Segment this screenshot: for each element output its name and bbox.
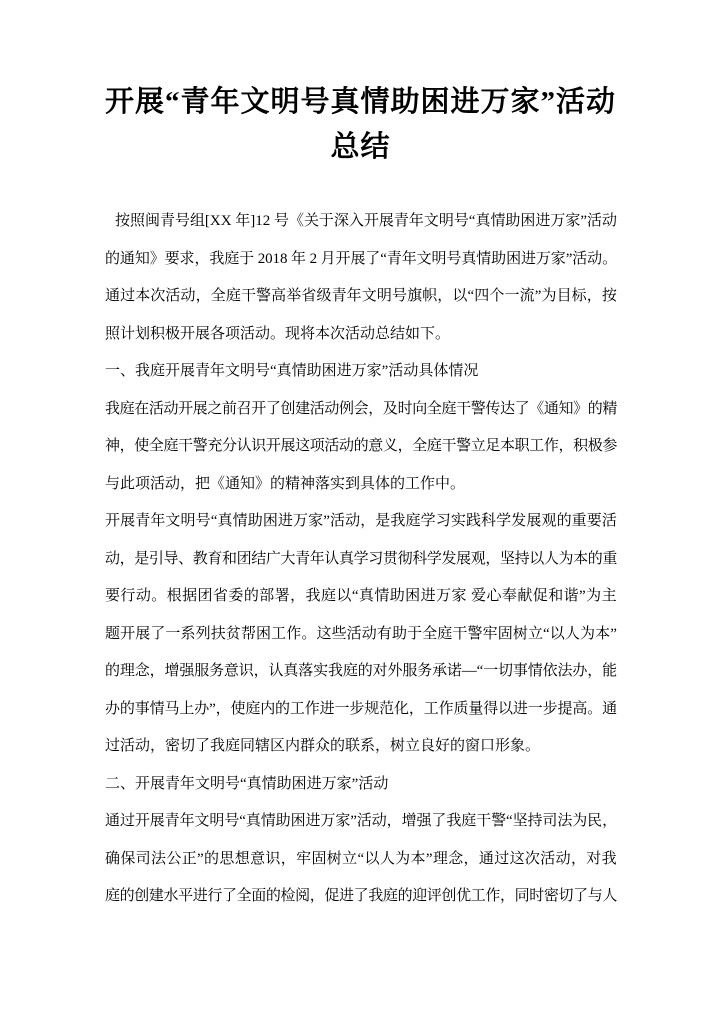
body-text-line: 动，是引导、教育和团结广大青年认真学习贯彻科学发展观，坚持以人为本的重 [105,550,617,567]
body-text-line: 的通知》要求，我庭于 2018 年 2 月开展了“青年文明号真情助困进万家”活动。 [105,250,617,267]
body-text-line: 庭的创建水平进行了全面的检阅，促进了我庭的迎评创优工作，同时密切了与人 [105,888,617,904]
body-text-line: 通过本次活动，全庭干警高举省级青年文明号旗帜，以“四个一流”为目标，按 [105,288,617,304]
document-title-line-1: 开展“青年文明号真情助困进万家”活动 [104,86,616,118]
body-text-line: 我庭在活动开展之前召开了创建活动例会，及时向全庭干警传达了《通知》的精 [105,400,617,417]
document-title [0,80,721,170]
body-text-line: 神，使全庭干警充分认识开展这项活动的意义，全庭干警立足本职工作，积极参 [105,438,617,454]
body-text-line: 按照闽青号组[XX 年]12 号《关于深入开展青年文明号“真情助困进万家”活动 [115,213,617,229]
document-body [105,203,617,916]
body-text-line: 照计划积极开展各项活动。现将本次活动总结如下。 [105,325,451,342]
body-text-line: 开展青年文明号“真情助困进万家”活动，是我庭学习实践科学发展观的重要活 [105,513,617,529]
body-text-line: 确保司法公正”的思想意识，牢固树立“以人为本”理念，通过这次活动，对我 [105,850,617,867]
body-text-line: 通过开展青年文明号“真情助困进万家”活动，增强了我庭干警“坚持司法为民， [105,813,617,829]
section-heading: 一、我庭开展青年文明号“真情助困进万家”活动具体情况 [105,363,479,379]
body-text-line: 的理念，增强服务意识，认真落实我庭的对外服务承诺—“一切事情依法办，能 [105,663,617,679]
document-title-line-2: 总结 [330,131,391,163]
body-text-line: 题开展了一系列扶贫帮困工作。这些活动有助于全庭干警牢固树立“以人为本” [105,625,617,642]
body-text-line: 要行动。根据团省委的部署，我庭以“真情助困进万家 爱心奉献促和谐”为主 [105,588,617,604]
body-text-line: 与此项活动，把《通知》的精神落实到具体的工作中。 [105,475,466,492]
section-heading: 二、开展青年文明号“真情助困进万家”活动 [105,775,389,792]
body-text-line: 过活动，密切了我庭同辖区内群众的联系，树立良好的窗口形象。 [105,738,541,754]
body-text-line: 办的事情马上办”，使庭内的工作进一步规范化，工作质量得以进一步提高。通 [105,700,617,717]
